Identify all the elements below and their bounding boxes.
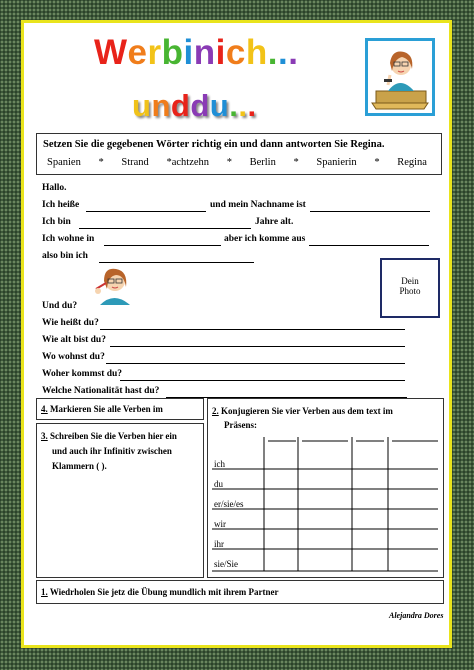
word-separator: * [374, 157, 380, 168]
exercise-4-text: Markieren Sie alle Verben im [50, 404, 163, 414]
exercise-1-box [36, 580, 444, 604]
exercise-1-text: Wiedrholen Sie jetz die Übung mundlich mit ihrem Partner [49, 587, 279, 597]
hallo-text: Hallo. [42, 183, 67, 193]
und-du-label: Und du? [42, 301, 78, 311]
pronoun-ich: ich [214, 459, 225, 469]
pronoun-sie-Sie: sie/Sie [214, 559, 238, 569]
pronoun-wir: wir [214, 519, 226, 529]
exercise-3-line-1: Schreiben Sie die Verben hier ein [50, 431, 177, 441]
question-name: Wie heißt du? [42, 318, 99, 328]
word-regina: Regina [397, 157, 427, 168]
ich-heisse-label: Ich heiße [42, 200, 80, 210]
worksheet [21, 20, 452, 648]
word-separator: * [98, 157, 104, 168]
author-signature: Alejandra Dores [389, 611, 444, 620]
photo-placeholder[interactable] [380, 258, 440, 318]
blank-wohnort[interactable] [104, 245, 221, 246]
pronoun-er-sie-es: er/sie/es [214, 499, 244, 509]
exercise-4-box [36, 398, 204, 420]
blank-nachname[interactable] [310, 211, 430, 212]
question-age: Wie alt bist du? [42, 335, 106, 345]
conjugation-table[interactable] [212, 437, 440, 577]
word-achtzehn: *achtzehn [166, 157, 210, 168]
aber-ich-komme-label: aber ich komme aus [224, 234, 306, 244]
exercise-3-number: 3. [41, 431, 48, 441]
word-berlin: Berlin [249, 157, 276, 168]
question-residence: Wo wohnst du? [42, 352, 105, 362]
photo-label-1: Dein [401, 276, 419, 286]
exercise-1-number: 1. [41, 587, 48, 597]
nachname-label: und mein Nachname ist [210, 200, 306, 210]
word-spanien: Spanien [47, 157, 81, 168]
word-separator: * [293, 157, 299, 168]
pronoun-du: du [214, 479, 223, 489]
exercise-4-number: 4. [41, 404, 48, 414]
title-line-2: unddu... [132, 88, 257, 123]
ich-bin-label: Ich bin [42, 217, 71, 227]
word-strand: Strand [121, 157, 149, 168]
word-spanierin: Spanierin [316, 157, 357, 168]
girl-reading-picture [365, 38, 435, 116]
exercise-2-line-2: Präsens: [224, 420, 257, 430]
exercise-3-line-2: und auch ihr Infinitiv zwischen [52, 446, 172, 456]
exercise-2-number: 2. [212, 406, 219, 416]
answer-residence[interactable] [106, 363, 405, 364]
answer-origin[interactable] [120, 380, 405, 381]
exercise-3-line-3: Klammern ( ). [52, 461, 107, 471]
girl-thinking-picture [92, 263, 136, 310]
blank-vorname[interactable] [86, 211, 206, 212]
word-separator: * [226, 157, 232, 168]
instruction-text: Setzen Sie die gegebenen Wörter richtig ein und dann antworten Sie Regina. [43, 139, 385, 150]
blank-herkunft[interactable] [309, 245, 429, 246]
pronoun-ihr: ihr [214, 539, 224, 549]
exercise-3-box [36, 423, 204, 578]
exercise-wordbank-box [36, 133, 442, 175]
answer-name[interactable] [100, 329, 405, 330]
photo-label-2: Photo [399, 286, 421, 296]
question-origin: Woher kommst du? [42, 369, 123, 379]
ich-wohne-label: Ich wohne in [42, 234, 95, 244]
question-nationality: Welche Nationalität hast du? [42, 386, 160, 396]
title-line-1: Werbinich... [94, 33, 299, 72]
jahre-alt-label: Jahre alt. [255, 217, 294, 227]
exercise-2-line-1: Konjugieren Sie vier Verben aus dem text im [221, 406, 393, 416]
blank-alter[interactable] [79, 228, 251, 229]
exercise-2-box [207, 398, 444, 578]
wordbank [47, 157, 427, 168]
also-bin-ich-label: also bin ich [42, 251, 88, 261]
answer-age[interactable] [110, 346, 405, 347]
